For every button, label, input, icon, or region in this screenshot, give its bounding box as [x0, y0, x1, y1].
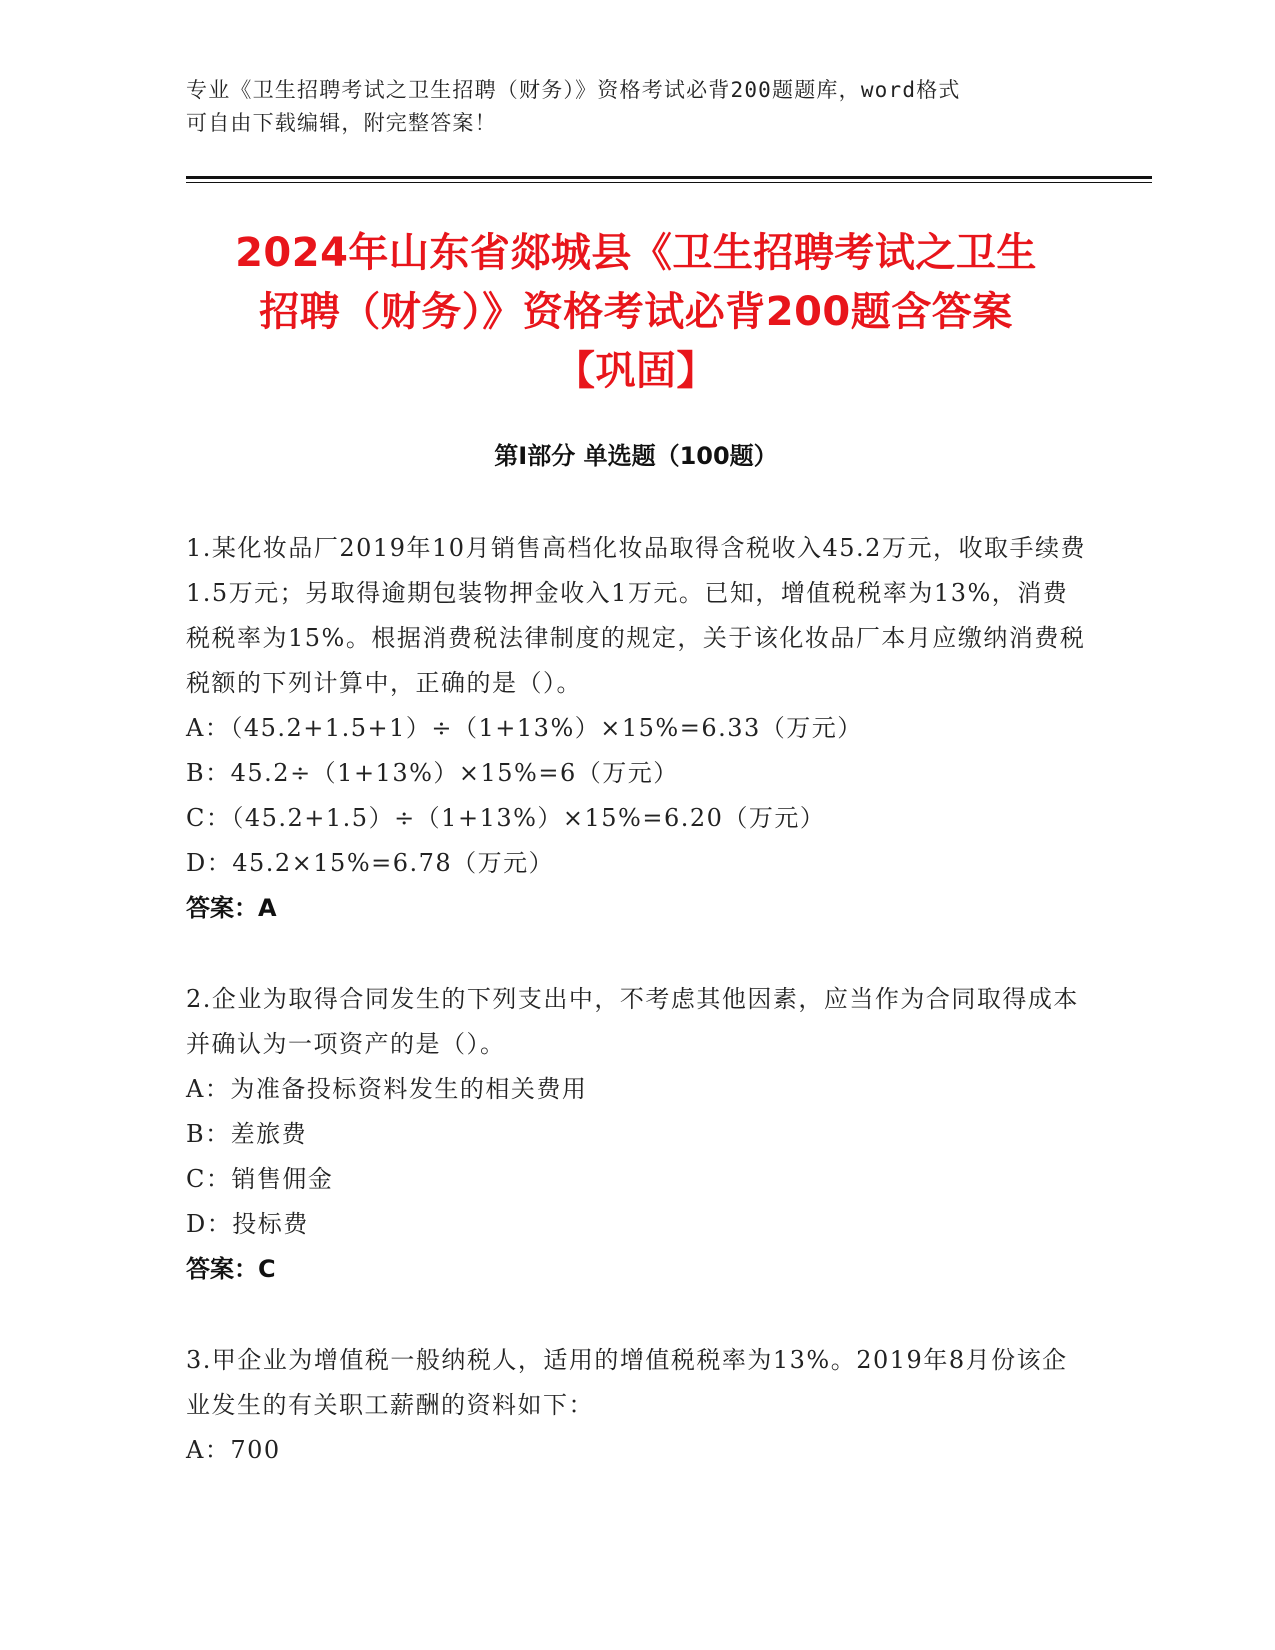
- question-stem: 2.企业为取得合同发生的下列支出中，不考虑其他因素，应当作为合同取得成本并确认为一项资产的是（）。: [186, 985, 1079, 1058]
- header-rule-thin: [186, 182, 1152, 183]
- question-2: [186, 977, 1086, 1292]
- document-title-line-1: 2024年山东省郯城县《卫生招聘考试之卫生: [235, 230, 1037, 276]
- option-c: C：（45.2+1.5）÷（1+13%）×15%=6.20（万元）: [186, 804, 826, 832]
- question-3: [186, 1338, 1086, 1473]
- option-b: B：45.2÷（1+13%）×15%=6（万元）: [186, 759, 679, 787]
- answer: 答案：C: [186, 1255, 276, 1283]
- page-header: [186, 74, 1066, 140]
- header-rule-thick: [186, 176, 1152, 179]
- section-title: 第I部分 单选题（100题）: [494, 442, 778, 470]
- question-stem: 1.某化妆品厂2019年10月销售高档化妆品取得含税收入45.2万元，收取手续费1.5万元；另取得逾期包装物押金收入1万元。已知，增值税税率为13%，消费税税率为15%。根据消费税法律制度的规定，关于该化妆品厂本月应缴纳消费税税额的下列计算中，正确的是（）。: [186, 534, 1086, 697]
- question-stem: 3.甲企业为增值税一般纳税人，适用的增值税税率为13%。2019年8月份该企业发生的有关职工薪酬的资料如下：: [186, 1346, 1068, 1419]
- answer: 答案：A: [186, 894, 277, 922]
- option-a: A：为准备投标资料发生的相关费用: [186, 1075, 588, 1103]
- option-d: D：45.2×15%=6.78（万元）: [186, 849, 555, 877]
- question-1: [186, 526, 1086, 931]
- option-a: A：（45.2+1.5+1）÷（1+13%）×15%=6.33（万元）: [186, 714, 863, 742]
- option-b: B：差旅费: [186, 1120, 308, 1148]
- option-a: A：700: [186, 1436, 281, 1464]
- option-d: D：投标费: [186, 1210, 309, 1238]
- header-line-2: 可自由下载编辑，附完整答案！: [186, 111, 497, 135]
- option-c: C：销售佣金: [186, 1165, 334, 1193]
- document-title-line-2: 招聘（财务）》资格考试必背200题含答案: [259, 289, 1013, 335]
- header-line-1: 专业《卫生招聘考试之卫生招聘（财务）》资格考试必背200题题库，word格式: [186, 78, 961, 102]
- document-title: [186, 224, 1086, 401]
- question-list: [186, 526, 1086, 1519]
- document-title-line-3: 【巩固】: [555, 348, 717, 394]
